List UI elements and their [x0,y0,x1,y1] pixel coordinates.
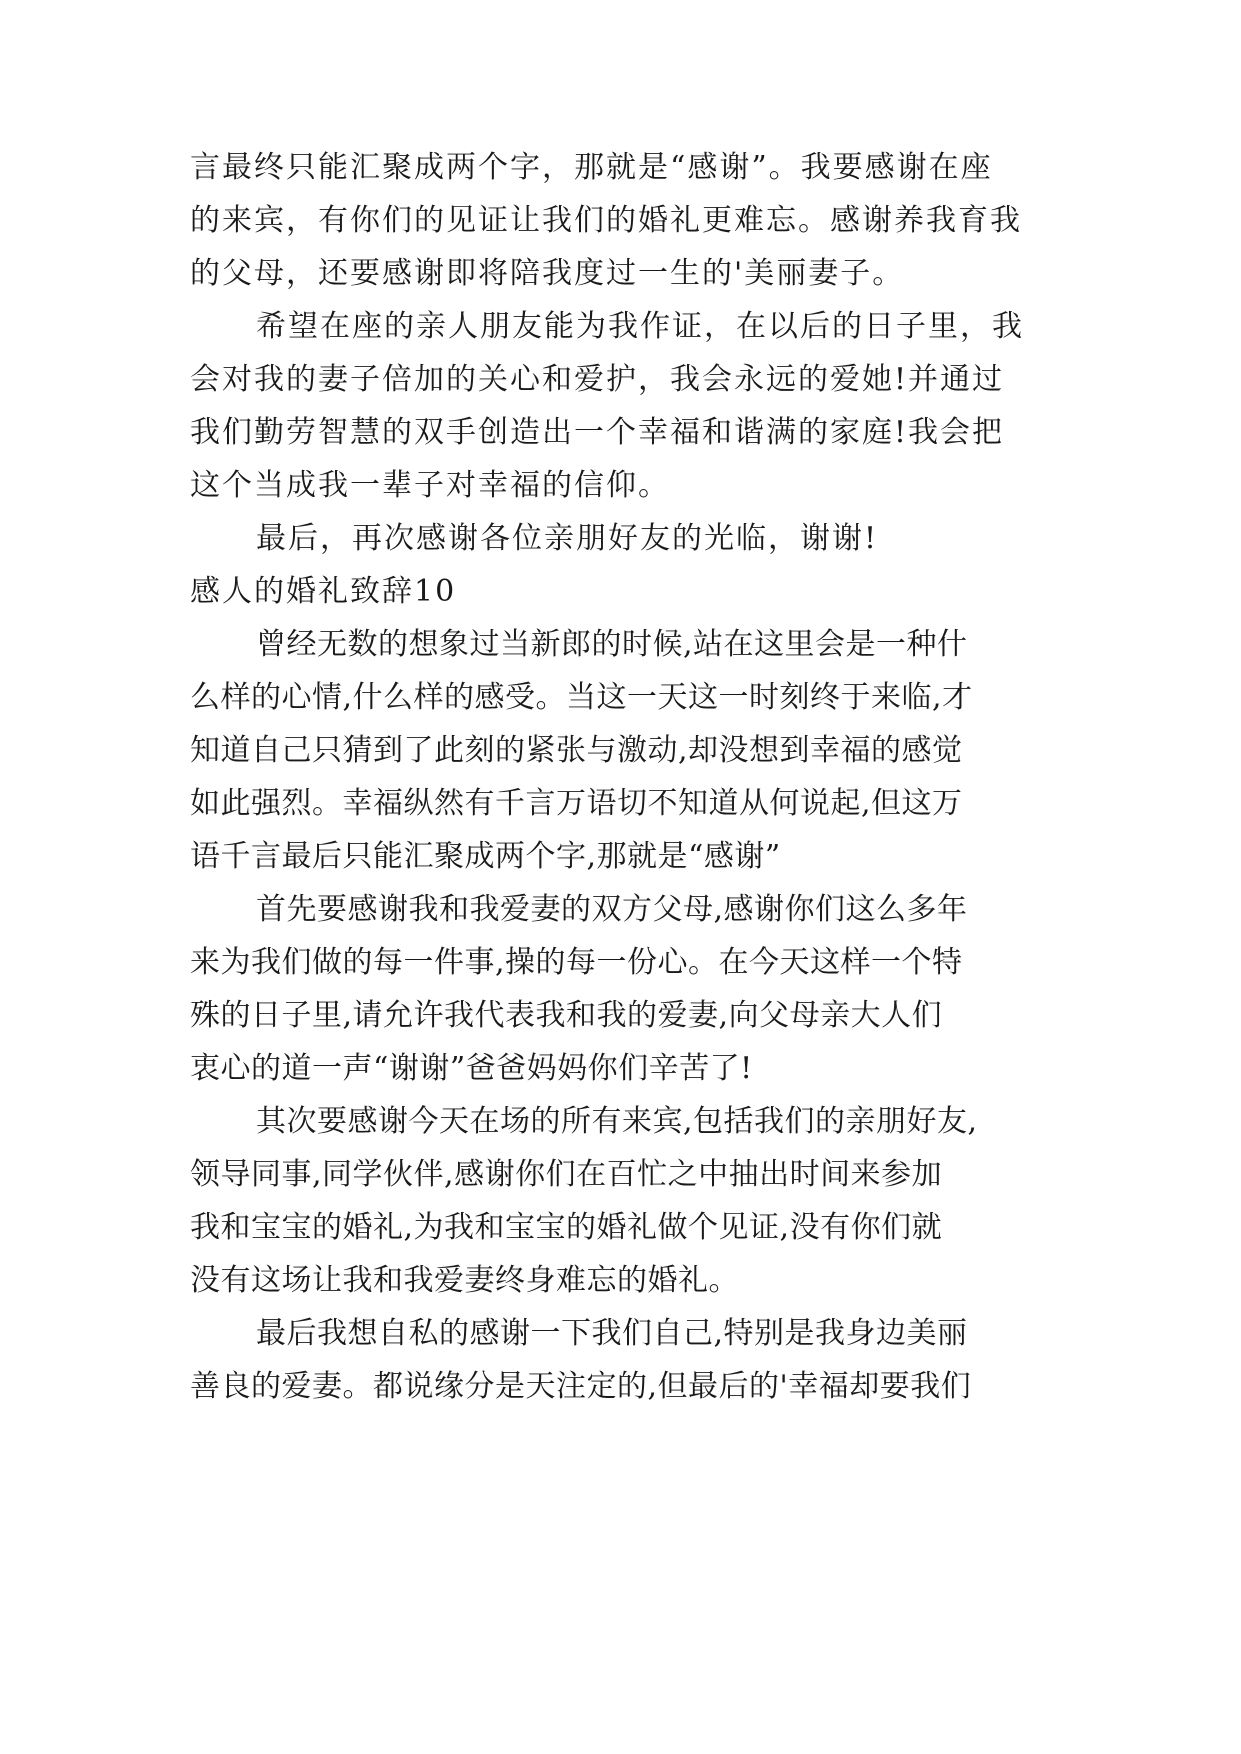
text-line: 殊的日子里,请允许我代表我和我的爱妻,向父母亲大人们 [190,998,943,1033]
text-line: 知道自己只猜到了此刻的紧张与激动,却没想到幸福的感觉 [190,733,963,768]
text-line: 言最终只能汇聚成两个字，那就是“感谢”。我要感谢在座 [190,150,993,185]
text-line: 么样的心情,什么样的感受。当这一天这一时刻终于来临,才 [190,680,973,715]
text-line: 没有这场让我和我爱妻终身难忘的婚礼。 [190,1263,739,1298]
paragraph-start: 希望在座的亲人朋友能为我作证，在以后的日子里，我 [256,309,1024,344]
text-line: 领导同事,同学伙伴,感谢你们在百忙之中抽出时间来参加 [190,1157,943,1192]
text-line: 的父母，还要感谢即将陪我度过一生的'美丽妻子。 [190,256,905,291]
text-line: 如此强烈。幸福纵然有千言万语切不知道从何说起,但这万 [190,786,963,821]
paragraph-start: 最后，再次感谢各位亲朋好友的光临，谢谢! [256,521,879,556]
text-line: 我们勤劳智慧的双手创造出一个幸福和谐满的家庭!我会把 [190,415,1005,450]
text-line: 我和宝宝的婚礼,为我和宝宝的婚礼做个见证,没有你们就 [190,1210,943,1245]
text-line: 善良的爱妻。都说缘分是天注定的,但最后的'幸福却要我们 [190,1369,972,1404]
text-line: 语千言最后只能汇聚成两个字,那就是“感谢” [190,839,781,874]
paragraph-start: 其次要感谢今天在场的所有来宾,包括我们的亲朋好友, [256,1104,978,1139]
section-heading: 感人的婚礼致辞10 [190,574,457,609]
text-line: 来为我们做的每一件事,操的每一份心。在今天这样一个特 [190,945,963,980]
paragraph-start: 曾经无数的想象过当新郎的时候,站在这里会是一种什 [256,627,968,662]
text-line: 衷心的道一声“谢谢”爸爸妈妈你们辛苦了! [190,1051,753,1086]
paragraph-start: 首先要感谢我和我爱妻的双方父母,感谢你们这么多年 [256,892,968,927]
text-line: 的来宾，有你们的见证让我们的婚礼更难忘。感谢养我育我 [190,203,1022,238]
text-line: 这个当成我一辈子对幸福的信仰。 [190,468,670,503]
paragraph-start: 最后我想自私的感谢一下我们自己,特别是我身边美丽 [256,1316,968,1351]
text-line: 会对我的妻子倍加的关心和爱护，我会永远的爱她!并通过 [190,362,1005,397]
